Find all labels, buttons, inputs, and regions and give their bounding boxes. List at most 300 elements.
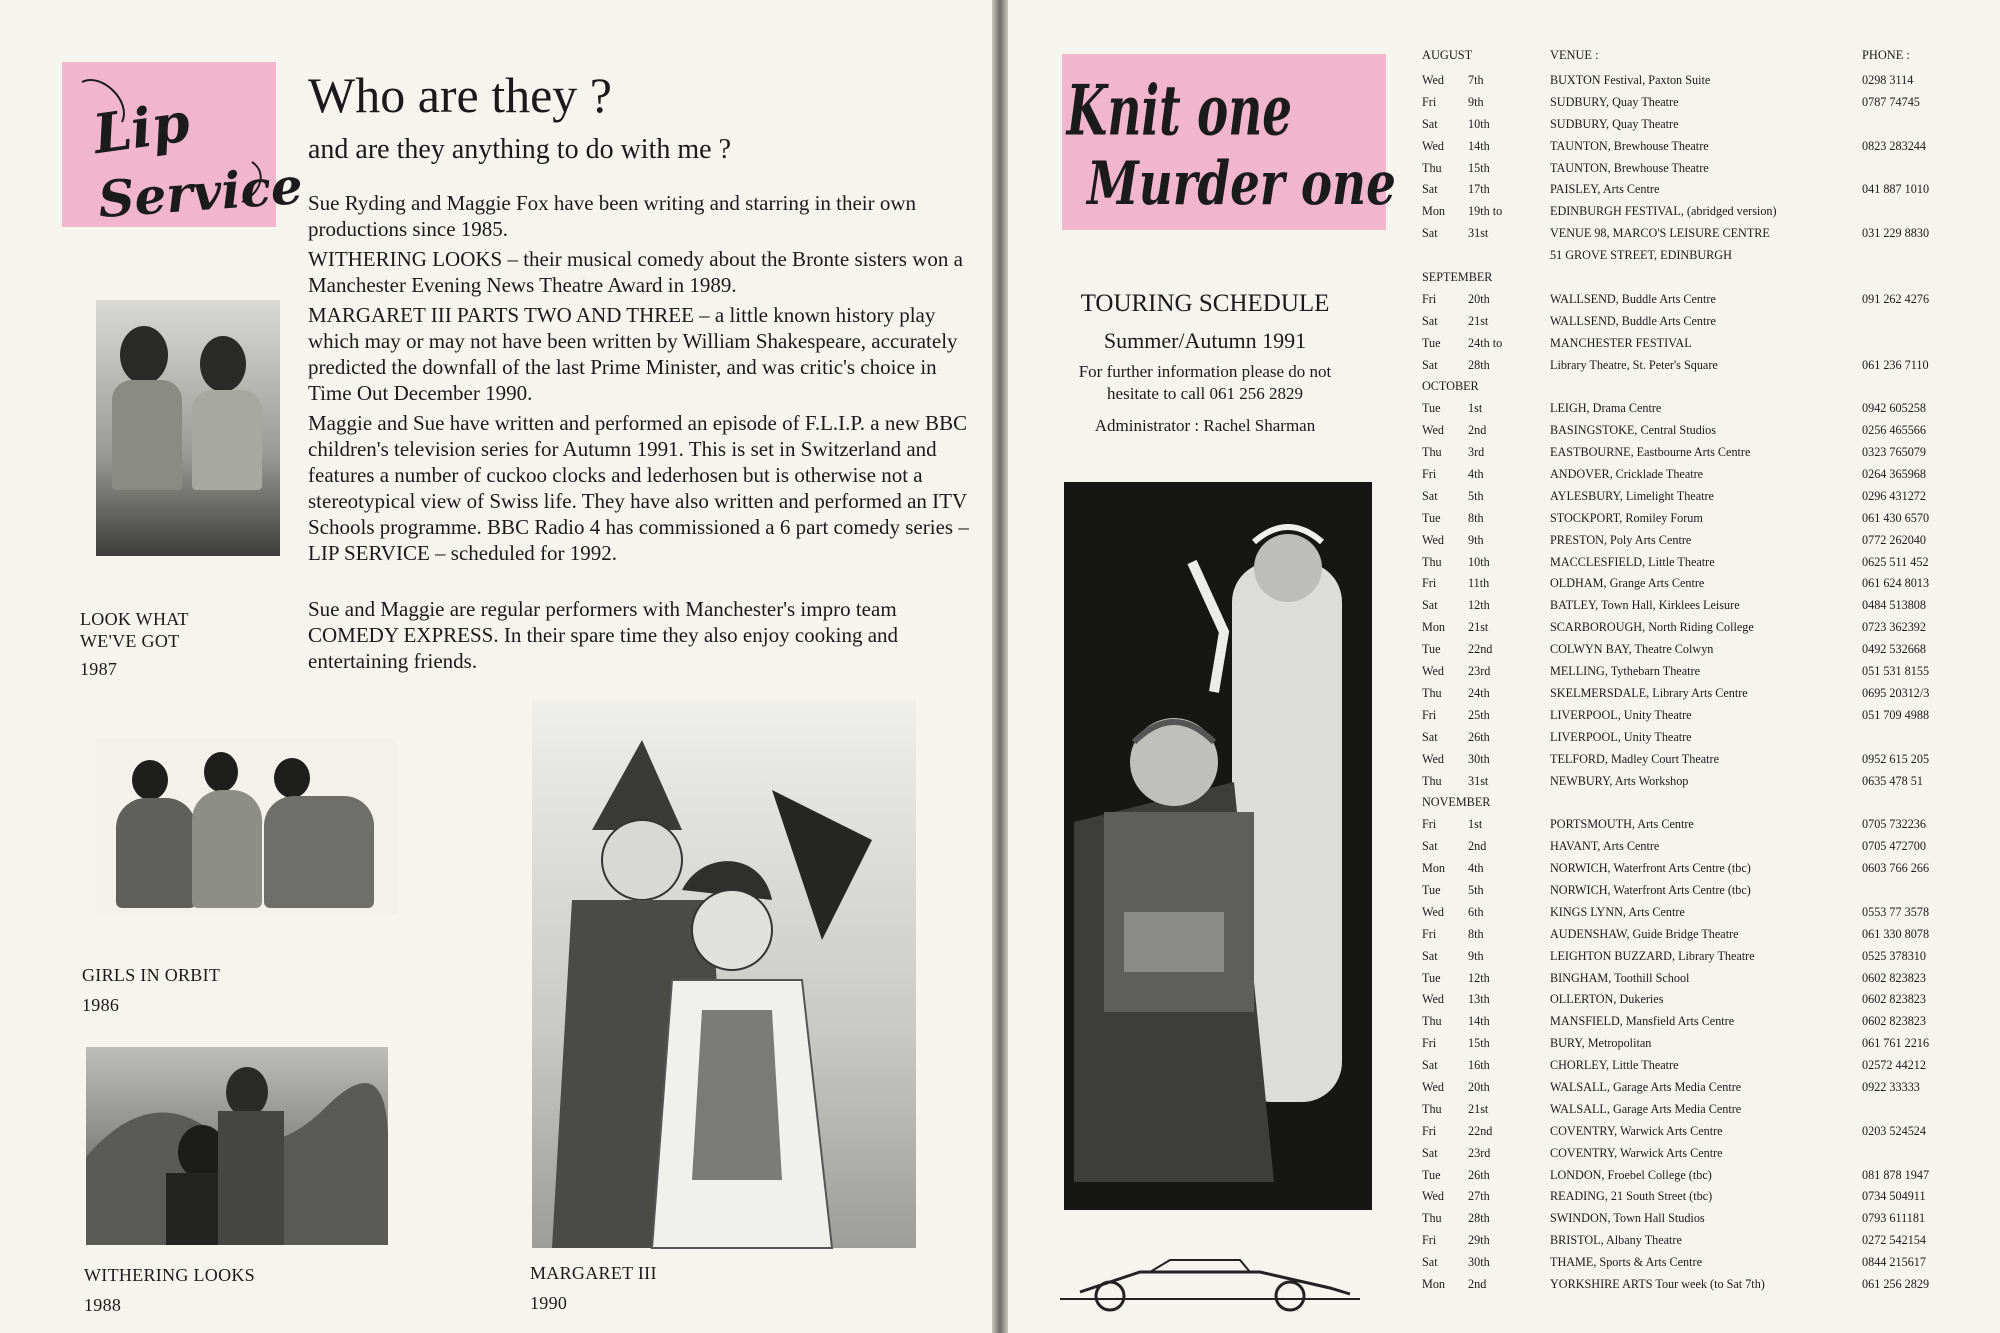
schedule-row	[1422, 355, 1982, 377]
schedule-date: 2nd	[1468, 423, 1487, 438]
schedule-row	[1422, 530, 1982, 552]
info-line-2: hesitate to call 061 256 2829	[1107, 384, 1303, 403]
logo-line-1: Knit one	[1066, 70, 1293, 151]
schedule-row	[1422, 289, 1982, 311]
schedule-day: Fri	[1422, 94, 1437, 109]
schedule-day: Wed	[1422, 904, 1445, 919]
schedule-row	[1422, 398, 1982, 420]
schedule-venue: BINGHAM, Toothill School	[1550, 970, 1690, 985]
schedule-venue: READING, 21 South Street (tbc)	[1550, 1189, 1713, 1204]
schedule-row	[1422, 661, 1982, 683]
schedule-day: Sat	[1422, 313, 1438, 328]
schedule-date: 16th	[1468, 1058, 1490, 1073]
header-phone: PHONE :	[1862, 48, 1910, 62]
schedule-phone: 0553 77 3578	[1862, 904, 1930, 919]
schedule-phone: 061 761 2216	[1862, 1036, 1930, 1051]
schedule-phone: 0734 504911	[1862, 1189, 1926, 1204]
schedule-row	[1422, 617, 1982, 639]
schedule-day: Fri	[1422, 817, 1437, 832]
schedule-day: Tue	[1422, 970, 1441, 985]
schedule-day: Sat	[1422, 116, 1438, 131]
schedule-day: Tue	[1422, 335, 1441, 350]
lip-service-logo-art	[62, 62, 305, 230]
schedule-venue: BUXTON Festival, Paxton Suite	[1550, 73, 1711, 87]
schedule-venue: WALSALL, Garage Arts Media Centre	[1550, 1101, 1742, 1116]
schedule-venue: Library Theatre, St. Peter's Square	[1550, 357, 1718, 372]
schedule-date: 11th	[1468, 576, 1490, 591]
schedule-date: 26th	[1468, 729, 1490, 744]
bio-paragraph-5: Sue and Maggie are regular performers with Manchester's impro team COMEDY EXPRESS. In their spare time they also enjoy cooking and entertaining friends.	[308, 597, 899, 673]
schedule-day: Fri	[1422, 1233, 1437, 1248]
schedule-phone: 061 330 8078	[1862, 926, 1930, 941]
schedule-venue: YORKSHIRE ARTS Tour week (to Sat 7th)	[1550, 1276, 1765, 1291]
headline: Who are they ?	[308, 67, 613, 123]
photo-margaret-iii	[532, 700, 916, 1248]
month-label: OCTOBER	[1422, 379, 1479, 394]
schedule-row	[1422, 114, 1982, 136]
schedule-date: 21st	[1468, 620, 1489, 635]
schedule-date: 14th	[1468, 1014, 1490, 1029]
month-label: NOVEMBER	[1422, 795, 1491, 810]
schedule-venue: PORTSMOUTH, Arts Centre	[1550, 817, 1694, 832]
schedule-venue: TAUNTON, Brewhouse Theatre	[1550, 160, 1709, 175]
schedule-month-header	[1422, 267, 1982, 289]
schedule-date: 28th	[1468, 1211, 1490, 1226]
schedule-phone: 051 531 8155	[1862, 664, 1930, 679]
schedule-row	[1422, 1165, 1982, 1187]
schedule-date: 20th	[1468, 291, 1490, 306]
schedule-date: 2nd	[1468, 839, 1487, 854]
caption-margaret-iii: MARGARET III	[530, 1263, 657, 1283]
vintage-car-illustration	[1060, 1258, 1360, 1316]
schedule-venue: BATLEY, Town Hall, Kirklees Leisure	[1550, 598, 1740, 613]
bio-paragraph-3: MARGARET III PARTS TWO AND THREE – a little known history play which may or may not have been written by William Shakespeare, accurately predicted the downfall of the last Prime Minister, and was critic's choice in Time Out December 1990.	[308, 303, 958, 405]
schedule-row	[1422, 1011, 1982, 1033]
photo-look-what-weve-got	[96, 300, 280, 556]
schedule-day: Thu	[1422, 445, 1442, 460]
caption-withering-looks: WITHERING LOOKS	[84, 1265, 255, 1285]
schedule-row	[1422, 245, 1982, 267]
touring-schedule-table	[1422, 70, 1982, 1296]
schedule-venue: AUDENSHAW, Guide Bridge Theatre	[1550, 926, 1739, 941]
caption-girls-in-orbit: GIRLS IN ORBIT	[82, 965, 221, 985]
schedule-day: Mon	[1422, 1276, 1446, 1291]
schedule-venue: TELFORD, Madley Court Theatre	[1550, 751, 1720, 766]
schedule-row	[1422, 573, 1982, 595]
schedule-phone: 091 262 4276	[1862, 291, 1930, 306]
schedule-date: 31st	[1468, 773, 1489, 788]
schedule-day: Sat	[1422, 1058, 1438, 1073]
schedule-day: Sat	[1422, 1255, 1438, 1270]
schedule-date: 19th to	[1468, 204, 1503, 219]
administrator: Administrator : Rachel Sharman	[1094, 416, 1316, 435]
schedule-date: 25th	[1468, 707, 1490, 722]
schedule-date: 21st	[1468, 313, 1489, 328]
schedule-venue: LEIGH, Drama Centre	[1550, 401, 1662, 416]
schedule-day: Fri	[1422, 1036, 1437, 1051]
lip-service-logo	[62, 62, 305, 230]
schedule-day: Wed	[1422, 751, 1445, 766]
schedule-row	[1422, 771, 1982, 793]
schedule-day: Wed	[1422, 1079, 1445, 1094]
svg-text:Service: Service	[96, 155, 305, 230]
schedule-venue: BURY, Metropolitan	[1550, 1036, 1652, 1051]
schedule-phone: 061 430 6570	[1862, 510, 1930, 525]
schedule-phone: 0484 513808	[1862, 598, 1926, 613]
schedule-row	[1422, 639, 1982, 661]
caption-look-what-line-1: LOOK WHAT	[80, 609, 189, 629]
schedule-venue: BRISTOL, Albany Theatre	[1550, 1233, 1682, 1248]
schedule-row	[1422, 968, 1982, 990]
schedule-venue: OLDHAM, Grange Arts Centre	[1550, 576, 1705, 591]
schedule-day: Sat	[1422, 1145, 1438, 1160]
logo-line-2: Murder one	[1086, 147, 1396, 219]
schedule-venue: AYLESBURY, Limelight Theatre	[1550, 488, 1714, 503]
schedule-month-header	[1422, 792, 1982, 814]
schedule-day: Thu	[1422, 160, 1442, 175]
schedule-venue: VENUE 98, MARCO'S LEISURE CENTRE	[1550, 226, 1770, 241]
schedule-day: Tue	[1422, 401, 1441, 416]
schedule-venue: TAUNTON, Brewhouse Theatre	[1550, 138, 1709, 153]
schedule-phone: 0323 765079	[1862, 445, 1926, 460]
schedule-phone: 0602 823823	[1862, 970, 1926, 985]
schedule-venue: COLWYN BAY, Theatre Colwyn	[1550, 642, 1714, 657]
schedule-phone: 0272 542154	[1862, 1233, 1926, 1248]
schedule-phone: 061 624 8013	[1862, 576, 1930, 591]
schedule-day: Tue	[1422, 642, 1441, 657]
schedule-phone: 0264 365968	[1862, 467, 1926, 482]
schedule-phone: 0635 478 51	[1862, 773, 1923, 788]
schedule-day: Thu	[1422, 1211, 1442, 1226]
schedule-phone: 031 229 8830	[1862, 226, 1930, 241]
schedule-row	[1422, 442, 1982, 464]
photo-knit-one-murder-one	[1064, 482, 1372, 1210]
schedule-day: Wed	[1422, 73, 1445, 87]
schedule-phone: 0296 431272	[1862, 488, 1926, 503]
schedule-row	[1422, 1230, 1982, 1252]
schedule-day: Wed	[1422, 423, 1445, 438]
subhead: and are they anything to do with me ?	[308, 134, 731, 165]
schedule-day: Sat	[1422, 598, 1438, 613]
schedule-phone: 0695 20312/3	[1862, 685, 1930, 700]
schedule-row	[1422, 989, 1982, 1011]
schedule-date: 5th	[1468, 488, 1484, 503]
schedule-venue: OLLERTON, Dukeries	[1550, 992, 1664, 1007]
schedule-phone: 0922 33333	[1862, 1079, 1920, 1094]
schedule-phone: 0823 283244	[1862, 138, 1926, 153]
schedule-day: Sat	[1422, 226, 1438, 241]
schedule-phone: 061 236 7110	[1862, 357, 1929, 372]
schedule-date: 15th	[1468, 1036, 1490, 1051]
schedule-day: Fri	[1422, 926, 1437, 941]
schedule-phone: 0602 823823	[1862, 1014, 1926, 1029]
schedule-day: Mon	[1422, 204, 1446, 219]
caption-look-what-year: 1987	[80, 659, 118, 679]
left-page	[0, 0, 992, 1333]
schedule-date: 5th	[1468, 882, 1484, 897]
schedule-phone: 0525 378310	[1862, 948, 1926, 963]
schedule-date: 12th	[1468, 970, 1490, 985]
schedule-venue: LIVERPOOL, Unity Theatre	[1550, 729, 1692, 744]
schedule-date: 4th	[1468, 861, 1484, 876]
schedule-row	[1422, 333, 1982, 355]
schedule-phone: 0844 215617	[1862, 1255, 1926, 1270]
schedule-day: Tue	[1422, 882, 1441, 897]
schedule-venue: NORWICH, Waterfront Arts Centre (tbc)	[1550, 861, 1751, 876]
schedule-day: Thu	[1422, 773, 1442, 788]
schedule-venue: MANSFIELD, Mansfield Arts Centre	[1550, 1014, 1735, 1029]
schedule-date: 12th	[1468, 598, 1490, 613]
schedule-venue: EASTBOURNE, Eastbourne Arts Centre	[1550, 445, 1751, 460]
schedule-date: 10th	[1468, 554, 1490, 569]
schedule-date: 1st	[1468, 401, 1483, 416]
schedule-day: Tue	[1422, 1167, 1441, 1182]
schedule-row	[1422, 70, 1982, 92]
schedule-row	[1422, 420, 1982, 442]
schedule-venue: COVENTRY, Warwick Arts Centre	[1550, 1145, 1723, 1160]
schedule-row	[1422, 1033, 1982, 1055]
schedule-date: 26th	[1468, 1167, 1490, 1182]
schedule-date: 17th	[1468, 182, 1490, 197]
schedule-row	[1422, 179, 1982, 201]
schedule-row	[1422, 552, 1982, 574]
schedule-date: 9th	[1468, 948, 1484, 963]
schedule-venue: CHORLEY, Little Theatre	[1550, 1058, 1679, 1073]
schedule-date: 31st	[1468, 226, 1489, 241]
schedule-day: Wed	[1422, 664, 1445, 679]
knit-one-figures	[1064, 482, 1372, 1210]
schedule-day: Thu	[1422, 685, 1442, 700]
schedule-phone: 0952 615 205	[1862, 751, 1930, 766]
schedule-row	[1422, 136, 1982, 158]
schedule-date: 4th	[1468, 467, 1484, 482]
schedule-venue: LEIGHTON BUZZARD, Library Theatre	[1550, 948, 1755, 963]
schedule-row	[1422, 508, 1982, 530]
schedule-phone: 02572 44212	[1862, 1058, 1926, 1073]
schedule-date: 13th	[1468, 992, 1490, 1007]
schedule-date: 21st	[1468, 1101, 1489, 1116]
schedule-venue: SKELMERSDALE, Library Arts Centre	[1550, 685, 1748, 700]
schedule-day: Sat	[1422, 948, 1438, 963]
bio-paragraph-4: Maggie and Sue have written and performed an episode of F.L.I.P. a new BBC children's television series for Autumn 1991. This is set in Switzerland and features a number of cuckoo clocks and lederhosen but is otherwise not a stereotypical view of Swiss life. They have also written and performed an ITV Schools programme. BBC Radio 4 has commissioned a 6 part comedy series – LIP SERVICE – scheduled for 1992.	[308, 411, 969, 565]
schedule-venue: SUDBURY, Quay Theatre	[1550, 116, 1679, 131]
schedule-row	[1422, 486, 1982, 508]
schedule-venue: PAISLEY, Arts Centre	[1550, 182, 1660, 197]
schedule-venue: STOCKPORT, Romiley Forum	[1550, 510, 1703, 525]
schedule-row	[1422, 1055, 1982, 1077]
schedule-date: 7th	[1468, 73, 1484, 87]
schedule-phone: 051 709 4988	[1862, 707, 1930, 722]
schedule-venue: HAVANT, Arts Centre	[1550, 839, 1660, 854]
schedule-venue: MANCHESTER FESTIVAL	[1550, 335, 1692, 350]
schedule-phone: 0705 472700	[1862, 839, 1926, 854]
schedule-day: Fri	[1422, 1123, 1437, 1138]
schedule-row	[1422, 683, 1982, 705]
schedule-date: 23rd	[1468, 664, 1491, 679]
bio-paragraph-2: WITHERING LOOKS – their musical comedy about the Bronte sisters won a Manchester Evening News Theatre Award in 1989.	[308, 247, 963, 297]
schedule-date: 30th	[1468, 751, 1490, 766]
schedule-date: 27th	[1468, 1189, 1490, 1204]
schedule-date: 3rd	[1468, 445, 1485, 460]
info-line-1: For further information please do not	[1078, 362, 1332, 381]
schedule-row	[1422, 595, 1982, 617]
schedule-row	[1422, 814, 1982, 836]
schedule-date: 23rd	[1468, 1145, 1491, 1160]
schedule-day: Thu	[1422, 554, 1442, 569]
schedule-phone: 0942 605258	[1862, 401, 1926, 416]
schedule-phone: 081 878 1947	[1862, 1167, 1930, 1182]
month-label: SEPTEMBER	[1422, 270, 1493, 285]
caption-withering-looks-year: 1988	[84, 1295, 122, 1315]
schedule-venue: SUDBURY, Quay Theatre	[1550, 94, 1679, 109]
schedule-day: Mon	[1422, 861, 1446, 876]
schedule-date: 8th	[1468, 510, 1484, 525]
schedule-venue: 51 GROVE STREET, EDINBURGH	[1550, 248, 1732, 263]
schedule-phone: 0793 611181	[1862, 1211, 1926, 1226]
schedule-date: 10th	[1468, 116, 1490, 131]
schedule-row	[1422, 201, 1982, 223]
schedule-venue: MACCLESFIELD, Little Theatre	[1550, 554, 1715, 569]
schedule-date: 8th	[1468, 926, 1484, 941]
schedule-date: 2nd	[1468, 1276, 1487, 1291]
schedule-day: Sat	[1422, 729, 1438, 744]
schedule-day: Tue	[1422, 510, 1441, 525]
schedule-row	[1422, 705, 1982, 727]
schedule-day: Wed	[1422, 532, 1445, 547]
schedule-row	[1422, 1121, 1982, 1143]
schedule-venue: COVENTRY, Warwick Arts Centre	[1550, 1123, 1723, 1138]
schedule-month-header	[1422, 376, 1982, 398]
schedule-day: Mon	[1422, 620, 1446, 635]
schedule-phone: 0603 766 266	[1862, 861, 1930, 876]
schedule-row	[1422, 1186, 1982, 1208]
schedule-phone: 0298 3114	[1862, 73, 1914, 87]
schedule-day: Sat	[1422, 488, 1438, 503]
schedule-venue: SCARBOROUGH, North Riding College	[1550, 620, 1754, 635]
schedule-phone: 061 256 2829	[1862, 1276, 1930, 1291]
caption-margaret-iii-year: 1990	[530, 1293, 568, 1313]
schedule-date: 29th	[1468, 1233, 1490, 1248]
schedule-phone: 0203 524524	[1862, 1123, 1926, 1138]
caption-girls-in-orbit-year: 1986	[82, 995, 120, 1015]
schedule-row	[1422, 749, 1982, 771]
schedule-date: 6th	[1468, 904, 1484, 919]
photo-girls-in-orbit	[96, 738, 398, 914]
schedule-row	[1422, 1208, 1982, 1230]
schedule-venue: BASINGSTOKE, Central Studios	[1550, 423, 1717, 438]
schedule-day: Fri	[1422, 576, 1437, 591]
schedule-venue: NEWBURY, Arts Workshop	[1550, 773, 1689, 788]
schedule-day: Thu	[1422, 1014, 1442, 1029]
schedule-venue: KINGS LYNN, Arts Centre	[1550, 904, 1685, 919]
schedule-date: 30th	[1468, 1255, 1490, 1270]
schedule-day: Sat	[1422, 182, 1438, 197]
schedule-phone: 0705 732236	[1862, 817, 1926, 832]
schedule-date: 24th	[1468, 685, 1490, 700]
schedule-venue: LIVERPOOL, Unity Theatre	[1550, 707, 1692, 722]
schedule-venue: NORWICH, Waterfront Arts Centre (tbc)	[1550, 882, 1751, 897]
book-gutter	[992, 0, 1008, 1333]
schedule-venue: MELLING, Tythebarn Theatre	[1550, 664, 1700, 679]
schedule-phone: 0256 465566	[1862, 423, 1926, 438]
schedule-day: Fri	[1422, 707, 1437, 722]
schedule-day: Fri	[1422, 467, 1437, 482]
schedule-row	[1422, 727, 1982, 749]
schedule-row	[1422, 924, 1982, 946]
schedule-row	[1422, 92, 1982, 114]
schedule-date: 15th	[1468, 160, 1490, 175]
schedule-venue: WALLSEND, Buddle Arts Centre	[1550, 291, 1716, 306]
schedule-row	[1422, 880, 1982, 902]
schedule-day: Wed	[1422, 992, 1445, 1007]
schedule-phone: 0772 262040	[1862, 532, 1926, 547]
schedule-phone: 0723 362392	[1862, 620, 1926, 635]
schedule-phone: 0492 532668	[1862, 642, 1926, 657]
schedule-venue: ANDOVER, Cricklade Theatre	[1550, 467, 1704, 482]
caption-look-what-line-2: WE'VE GOT	[80, 631, 180, 651]
schedule-date: 9th	[1468, 94, 1484, 109]
schedule-day: Wed	[1422, 138, 1445, 153]
schedule-day: Sat	[1422, 357, 1438, 372]
header-venue: VENUE :	[1550, 48, 1599, 62]
schedule-phone: 041 887 1010	[1862, 182, 1930, 197]
schedule-venue: THAME, Sports & Arts Centre	[1550, 1255, 1702, 1270]
header-month: AUGUST	[1422, 48, 1473, 62]
photo-withering-looks	[86, 1047, 388, 1245]
schedule-date: 22nd	[1468, 1123, 1493, 1138]
touring-schedule-title: TOURING SCHEDULE	[1080, 290, 1330, 317]
schedule-date: 28th	[1468, 357, 1490, 372]
schedule-day: Wed	[1422, 1189, 1445, 1204]
schedule-date: 22nd	[1468, 642, 1493, 657]
svg-text:Lip: Lip	[89, 89, 194, 167]
schedule-row	[1422, 1077, 1982, 1099]
schedule-venue: WALLSEND, Buddle Arts Centre	[1550, 313, 1716, 328]
schedule-phone: 0625 511 452	[1862, 554, 1929, 569]
bio-paragraph-1: Sue Ryding and Maggie Fox have been writing and starring in their own productions since 1985.	[308, 191, 917, 241]
touring-season: Summer/Autumn 1991	[1103, 328, 1307, 353]
schedule-venue: SWINDON, Town Hall Studios	[1550, 1211, 1705, 1226]
schedule-venue: PRESTON, Poly Arts Centre	[1550, 532, 1692, 547]
knit-one-murder-one-logo	[1062, 54, 1396, 230]
schedule-row	[1422, 1143, 1982, 1165]
schedule-date: 1st	[1468, 817, 1483, 832]
schedule-row	[1422, 1099, 1982, 1121]
schedule-row	[1422, 1252, 1982, 1274]
schedule-day: Fri	[1422, 291, 1437, 306]
schedule-phone: 0787 74745	[1862, 94, 1920, 109]
schedule-venue: EDINBURGH FESTIVAL, (abridged version)	[1550, 204, 1777, 219]
schedule-venue: LONDON, Froebel College (tbc)	[1550, 1167, 1712, 1182]
schedule-row	[1422, 836, 1982, 858]
schedule-date: 20th	[1468, 1079, 1490, 1094]
schedule-date: 9th	[1468, 532, 1484, 547]
schedule-date: 14th	[1468, 138, 1490, 153]
schedule-row	[1422, 311, 1982, 333]
margaret-iii-figures	[532, 700, 916, 1248]
schedule-row	[1422, 902, 1982, 924]
knit-one-logo-art	[1062, 54, 1396, 230]
schedule-day: Thu	[1422, 1101, 1442, 1116]
schedule-row	[1422, 223, 1982, 245]
schedule-row	[1422, 946, 1982, 968]
schedule-row	[1422, 858, 1982, 880]
schedule-row	[1422, 158, 1982, 180]
schedule-venue: WALSALL, Garage Arts Media Centre	[1550, 1079, 1742, 1094]
schedule-row	[1422, 1274, 1982, 1296]
schedule-day: Sat	[1422, 839, 1438, 854]
schedule-date: 24th to	[1468, 335, 1503, 350]
